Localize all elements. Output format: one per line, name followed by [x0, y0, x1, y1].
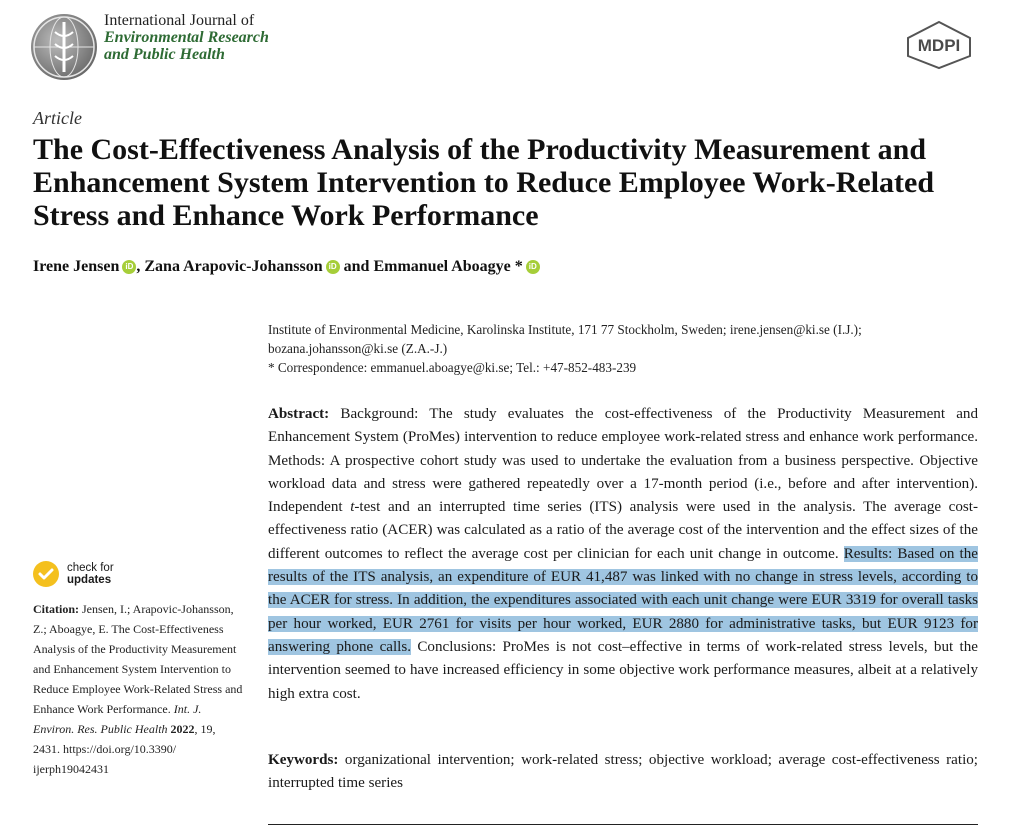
orcid-icon[interactable]: iD: [122, 260, 136, 274]
orcid-icon[interactable]: iD: [526, 260, 540, 274]
affiliation-line1: Institute of Environmental Medicine, Karolinska Institute, 171 77 Stockholm, Sweden; irene.jensen@ki.se (I.J.);: [268, 322, 862, 337]
check-updates-label: [67, 562, 114, 586]
journal-name-line2: Environmental Research: [104, 29, 269, 46]
citation-block: [33, 599, 243, 779]
journal-logo: [31, 14, 97, 80]
abstract-label: Abstract:: [268, 406, 330, 422]
corresponding-mark: *: [510, 258, 523, 275]
abstract-text: -test and an interrupted time series (ITS) analysis were used in the analysis. The average cost-effectiveness ratio (ACER) was calculated as a ratio of the average cost of the intervention and the effect sizes of the different outcomes to reflect the average cost per clinician for each unit change in outcome.: [268, 499, 978, 562]
author-separator: ,: [136, 258, 145, 275]
citation-journal: Int. J. Environ. Res. Public Health: [33, 702, 202, 736]
author-separator: and: [339, 258, 374, 275]
citation-label: Citation:: [33, 602, 79, 616]
divider-rule: [268, 824, 978, 825]
check-updates-icon: [33, 561, 59, 587]
keywords-label: Keywords:: [268, 752, 339, 768]
abstract-highlighted-results[interactable]: Results: Based on the results of the ITS analysis, an expenditure of EUR 41,487 was linked with no change in stress levels, according to the ACER for stress. In addition, the expenditures associated with each unit change were EUR 3319 for overall tasks per hour worked, EUR 2761 for visits per hour worked, EUR 2880 for administrative tasks, but EUR 9123 for answering phone calls.: [268, 545, 978, 655]
article-type: Article: [33, 108, 82, 128]
check-updates-line2: updates: [67, 574, 112, 586]
mdpi-logo: [904, 20, 974, 70]
author-name[interactable]: Emmanuel Aboagye: [373, 258, 511, 275]
citation-text: Jensen, I.; Arapovic-Johansson, Z.; Aboagye, E. The Cost-Effectiveness Analysis of the Productivity Measurement and Enhancement System Intervention to Reduce Employee Work-Related Stress and Enhance Work Performance.: [33, 602, 243, 716]
author-list: [33, 258, 540, 276]
abstract-text: Background: The study evaluates the cost-effectiveness of the Productivity Measurement and Enhancement System (ProMes) intervention to reduce employee work-related stress and enhance work performance. Methods: A prospective cohort study was used to undertake the evaluation from a business perspective. Objective workload data and stress were gathered repeatedly over a 17-month period (i.e., before and after intervention). Independent: [268, 406, 978, 516]
abstract-text: Conclusions: ProMes is not cost–effective in terms of work-related stress levels, but the intervention seemed to have increased efficiency in some objective work performance measures, albeit at a relatively high extra cost.: [268, 638, 978, 702]
affiliation-line2: bozana.johansson@ki.se (Z.A.-J.): [268, 341, 448, 356]
check-updates-line1: check for: [67, 562, 114, 574]
citation-year: 2022: [167, 722, 195, 736]
author-name[interactable]: Irene Jensen: [33, 258, 120, 275]
orcid-icon[interactable]: iD: [326, 260, 340, 274]
check-for-updates-button[interactable]: [33, 561, 114, 587]
journal-name-line1: International Journal of: [104, 12, 255, 29]
paper-title: The Cost-Effectiveness Analysis of the Productivity Measurement and Enhancement System Intervention to Reduce Employee Work-Related Stress and Enhance Work Performance: [33, 133, 935, 232]
abstract-italic-t: t: [350, 499, 355, 516]
journal-name: [104, 12, 269, 63]
affiliation: [268, 320, 988, 377]
journal-name-line3: and Public Health: [104, 46, 225, 63]
globe-caduceus-icon: [31, 14, 97, 80]
keywords-text: organizational intervention; work-related stress; objective workload; average cost-effectiveness ratio; interrupted time series: [268, 752, 978, 792]
keywords: [268, 749, 978, 796]
abstract: [268, 403, 978, 706]
mdpi-logo-text: MDPI: [917, 36, 961, 55]
author-name[interactable]: Zana Arapovic-Johansson: [144, 258, 323, 275]
correspondence-line: * Correspondence: emmanuel.aboagye@ki.se; Tel.: +47-852-483-239: [268, 360, 637, 375]
citation-doi[interactable]: , 19, 2431. https://doi.org/10.3390/ ijerph19042431: [33, 722, 216, 776]
